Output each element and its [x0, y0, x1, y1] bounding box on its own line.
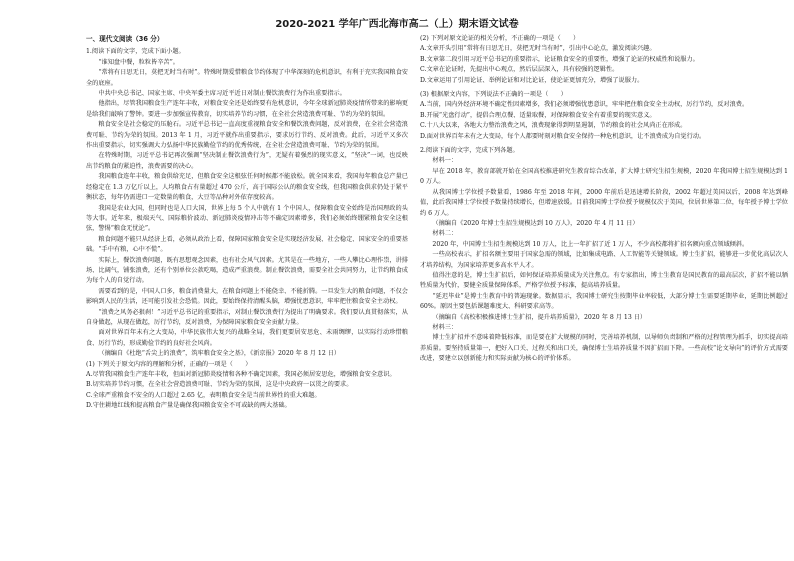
passage-paragraph: 他指出，尽管我国粮食生产连年丰收，对粮食安全还是始终要有危机意识，今年全球新冠肺炎疫情所带来的影响更是给我们敲响了警钟。要进一步加强宣传教育，切实培养节约习惯，在全社会营造浪费可耻、节约为荣的氛围。	[86, 100, 408, 118]
material-label: 材料一：	[432, 157, 458, 165]
passage-paragraph: 需要看到的是，中国人口多，粮食消费量大，在粮食问题上不能侥幸、不能折腾。一旦发生大的粮食问题，不仅会影响到人民的生活，还可能引发社会恐慌。因此，要始终保持清醒头脑，增强忧患意识，牢牢把住粮食安全主动权。	[86, 287, 408, 306]
option-b: B.文章第二段引用习近平总书记的重要指示，论证粮食安全的重要性，增强了论证的权威性和说服力。	[420, 55, 699, 63]
page-title: 2020-2021 学年广西北海市高二（上）期末语文试卷	[275, 19, 519, 30]
material-paragraph: 从我国博士学位授予数量看，1986 年至 2018 年间，2000 年前后是迅速增长阶段，2002 年超过美国以后，2008 年达到峰值，此后我国博士学位授予数量持续增长，但增速放缓。目前我国博士学位授予规模仅次于美国，位居世界第二位，每年授予博士学位约 6 万人。	[420, 188, 788, 217]
right-column	[420, 34, 788, 365]
left-column	[86, 34, 408, 412]
passage-paragraph: 粮食安全是社会稳定的压舱石。习近平总书记一直高度重视粮食安全和餐饮浪费问题，反对浪费，在全社会营造浪费可耻、节约为荣的氛围。2013 年 1 月，习近平就作出重要指示，要求厉行节约、反对浪费。此后，习近平又多次作出重要指示，切实强调大力弘扬中华民族勤俭节约的优秀传统，在全社会营造浪费可耻、节约为荣的氛围。	[86, 121, 408, 150]
option-a: A.文章开头引用“常将有日思无日，莫把无时当有时”，引出中心论点，激发阅读兴趣。	[420, 45, 656, 53]
question-stem: (2) 下列对原文论证的相关分析，不正确的一项是（ ）	[420, 35, 580, 42]
option-a: A.当前，国内外经济环境不确定性因素增多，我们必须增强忧患意识，牢牢把住粮食安全主动权，厉行节约，反对浪费。	[420, 101, 749, 109]
question-intro: 1.阅读下面的文字，完成下面小题。	[86, 48, 185, 56]
material-label: 材料二：	[432, 230, 458, 238]
passage-paragraph: “谁知盘中餐，粒粒皆辛苦”。	[98, 58, 179, 66]
passage-paragraph: 面对世界百年未有之大变局，中华民族伟大复兴的战略全局，我们更要居安思危、未雨绸缪，以实际行动珍惜粮食、厉行节约，形成勤俭节约的良好社会风尚。	[86, 329, 408, 347]
option-b: B.切实培养节约习惯，在全社会营造浪费可耻、节约为荣的氛围，这是中央政府一以贯之的要求。	[86, 381, 353, 389]
passage-paragraph: “浪费之风务必狠刹！”习近平总书记的重要指示，对制止餐饮浪费行为提出了明确要求。我们要认真贯彻落实，从自身做起，从现在做起，厉行节约，反对浪费，为保障国家粮食安全贡献力量。	[86, 308, 408, 326]
source-citation: （摘编自《2020 年博士生招生规模达到 10 万人》，2020 年 4 月 11 日）	[432, 219, 639, 227]
material-paragraph: “延迟毕业”是博士生教育中的普遍现象。数据显示，我国博士研究生按期毕业率较低，大部分博士生需要延期毕业，延期比例超过 60%。原因主要包括课题难度大、科研要求高等。	[420, 292, 788, 311]
source-citation: （摘编自《高校积极推进博士生扩招，提升培养质量》，2020 年 8 月 13 日）	[432, 313, 647, 321]
question-intro: 2.阅读下面的文字，完成下列各题。	[420, 147, 519, 155]
source-citation: （摘编自《杜绝“舌尖上的浪费”，筑牢粮食安全之基》，《新京报》2020 年 8 月 12 日）	[98, 350, 341, 358]
option-c: C.全球严重粮食不安全的人口超过 2.65 亿，表明粮食安全是当前世界性的重大难题。	[86, 391, 321, 399]
material-paragraph: 早在 2018 年，教育部就开始在全国高校推进研究生教育综合改革，扩大博士研究生招生规模，2020 年我国博士招生规模达到 10 万人。	[420, 167, 788, 186]
option-c: C.文章在论证时，先提出中心观点，然后层层深入，具有较强的逻辑性。	[420, 66, 619, 74]
material-paragraph: 2020 年，中国博士生招生规模达到 10 万人，比上一年扩招了近 1 万人，不少高校都将扩招名额向重点领域倾斜。	[432, 240, 749, 248]
option-d: D.文章运用了引用论证、举例论证和对比论证，使论证更加充分，增强了说服力。	[420, 76, 644, 84]
passage-paragraph: 我国是农业大国，但同时也是人口大国，世界上每 5 个人中就有 1 个中国人，保障粮食安全始终是治国理政的头等大事。近年来，极端天气、国际粮价波动、新冠肺炎疫情冲击等不确定因素增多，我们必须始终绷紧粮食安全这根弦，警惕“粮食无忧论”。	[86, 204, 408, 233]
section-heading: 一、现代文阅读（36 分）	[86, 35, 164, 43]
material-paragraph: 博士生扩招并不意味着降低标准，而是要在扩大规模的同时，完善培养机制，以导师负责制和严格的过程管理为抓手，切实提高培养质量。要坚持质量第一，把好入口关、过程关和出口关，确保博士生培养质量不因扩招而下降。一些高校“论文导向”的评价方式需要改进，要建立以创新能力和实际贡献为核心的评价体系。	[420, 334, 788, 363]
passage-paragraph: 实际上，餐饮浪费问题，既有思想观念因素，也有社会风气因素。尤其是在一些地方，一些人攀比心理作祟，讲排场、比阔气，铺张浪费，还有个别单位公款吃喝，造成严重浪费。制止餐饮浪费，需要全社会共同努力，让节约粮食成为每个人的自觉行动。	[86, 256, 408, 285]
option-d: D.守住耕地红线和提高粮食产量是确保我国粮食安全不可或缺的两大基础。	[86, 402, 291, 410]
option-c: C.十八大以来，各地大力整治浪费之风，浪费现象得到明显遏制，节约粮食的社会风尚正在形成。	[420, 122, 687, 130]
option-d: D.面对世界百年未有之大变局，每个人都要时刻对粮食安全保持一种危机意识，让不浪费成为自觉行动。	[420, 132, 706, 140]
passage-paragraph: “常将有日思无日，莫把无时当有时”。特殊时期爱惜粮食节约体现了中华深刻的危机意识，有利于充实我国粮食安全的底座。	[86, 69, 408, 87]
option-a: A.尽管我国粮食生产连年丰收，但面对新冠肺炎疫情和各种不确定因素，我国必须居安思危，增强粮食安全意识。	[86, 371, 396, 378]
question-stem: (1) 下列关于原文内容的理解和分析，正确的一项是（ ）	[86, 360, 252, 368]
question-stem: (3) 根据原文内容，下列说法不正确的一项是（ ）	[420, 91, 567, 99]
passage-paragraph: 粮食问题不能只从经济上看，必须从政治上看，保障国家粮食安全是实现经济发展、社会稳定、国家安全的重要基础。“手中有粮，心中不慌”。	[86, 235, 408, 254]
passage-paragraph: 在特殊时期，习近平总书记再次强调“坚决制止餐饮浪费行为”，无疑有着强烈的现实意义，“坚决”一词，也反映出节约粮食的紧迫性，浪费需要的决心。	[86, 152, 408, 170]
material-paragraph: 一些高校表示，扩招名额主要用于国家急需的领域，比如集成电路、人工智能等关键领域。博士生扩招，能够进一步优化高层次人才培养结构，为国家培养更多高水平人才。	[420, 251, 788, 269]
material-paragraph: 值得注意的是，博士生扩招后，如何保证培养质量成为关注焦点。有专家指出，博士生教育是国民教育的最高层次，扩招不能以牺牲质量为代价，要健全质量保障体系，严格学位授予标准，提高培养质量。	[420, 271, 788, 290]
material-label: 材料三：	[432, 323, 458, 331]
passage-paragraph: 我国粮食连年丰收，粮食供给充足，但粮食安全这根弦任何时候都不能放松。就全国来看，我国每年粮食总产量已经稳定在 1.3 万亿斤以上，人均粮食占有量超过 470 公斤，高于国际公认的粮食安全线，但我国粮食供求仍处于紧平衡状态，每年仍需进口一定数量的粮食，大豆等品种对外依存度较高。	[86, 173, 408, 202]
option-b: B.开展“光盘行动”，提倡合理点餐、适量取餐，对保障粮食安全有着重要的现实意义。	[420, 111, 656, 119]
passage-paragraph: 中共中央总书记、国家主席、中央军委主席习近平近日对制止餐饮浪费行为作出重要指示。	[98, 90, 346, 98]
